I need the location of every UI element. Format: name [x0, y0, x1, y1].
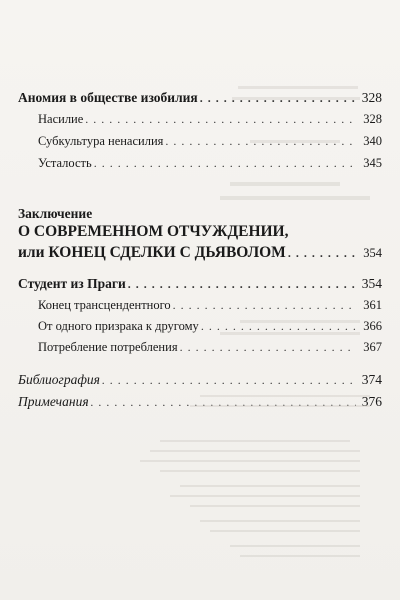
toc-page-number: 354 [363, 246, 382, 260]
toc-page-number: 374 [361, 372, 382, 387]
toc-conclusion-label: Заключение [18, 206, 93, 221]
toc-subentry [18, 156, 382, 178]
dot-leader [180, 340, 356, 355]
toc-page-number: 376 [361, 394, 382, 409]
toc-subentry [18, 298, 382, 319]
toc-entry-conclusion [18, 244, 382, 268]
toc-subentry-label: Субкультура ненасилия [38, 134, 164, 148]
toc-entry-title: Аномия в обществе изобилия [18, 90, 198, 105]
toc-page-number: 328 [361, 90, 382, 105]
toc-entry-title: Библиография [18, 372, 100, 387]
dot-leader [200, 91, 356, 106]
dot-leader [288, 246, 356, 261]
dot-leader [128, 277, 356, 292]
table-of-contents [18, 90, 382, 416]
toc-subentry [18, 112, 382, 134]
toc-page-number: 367 [363, 340, 382, 354]
toc-conclusion-title-line2: или КОНЕЦ СДЕЛКИ С ДЬЯВОЛОМ [18, 244, 286, 261]
dot-leader [201, 319, 356, 334]
toc-page-number: 345 [363, 156, 382, 170]
toc-subentry-label: Усталость [38, 156, 92, 170]
toc-subentry-label: От одного призрака к другому [38, 319, 199, 333]
toc-entry-student [18, 276, 382, 298]
toc-subentry [18, 134, 382, 156]
toc-conclusion-title-line1: О СОВРЕМЕННОМ ОТЧУЖДЕНИИ, [18, 223, 289, 240]
toc-page-number: 328 [363, 112, 382, 126]
dot-leader [94, 156, 356, 171]
toc-subentry-label: Насилие [38, 112, 84, 126]
toc-page-number: 361 [363, 298, 382, 312]
dot-leader [102, 373, 356, 388]
toc-entry-anomie [18, 90, 382, 112]
toc-entry-bibliography [18, 372, 382, 394]
toc-subentry [18, 319, 382, 340]
toc-page-number: 366 [363, 319, 382, 333]
toc-subentry-label: Конец трансцендентного [38, 298, 171, 312]
toc-page-number: 354 [361, 276, 382, 291]
toc-entry-notes [18, 394, 382, 416]
dot-leader [165, 134, 356, 149]
dot-leader [85, 112, 356, 127]
toc-page-number: 340 [363, 134, 382, 148]
dot-leader [91, 395, 356, 410]
dot-leader [173, 298, 356, 313]
toc-entry-title: Примечания [18, 394, 89, 409]
toc-entry-title: Студент из Праги [18, 276, 126, 291]
toc-subentry-label: Потребление потребления [38, 340, 178, 354]
toc-subentry [18, 340, 382, 362]
